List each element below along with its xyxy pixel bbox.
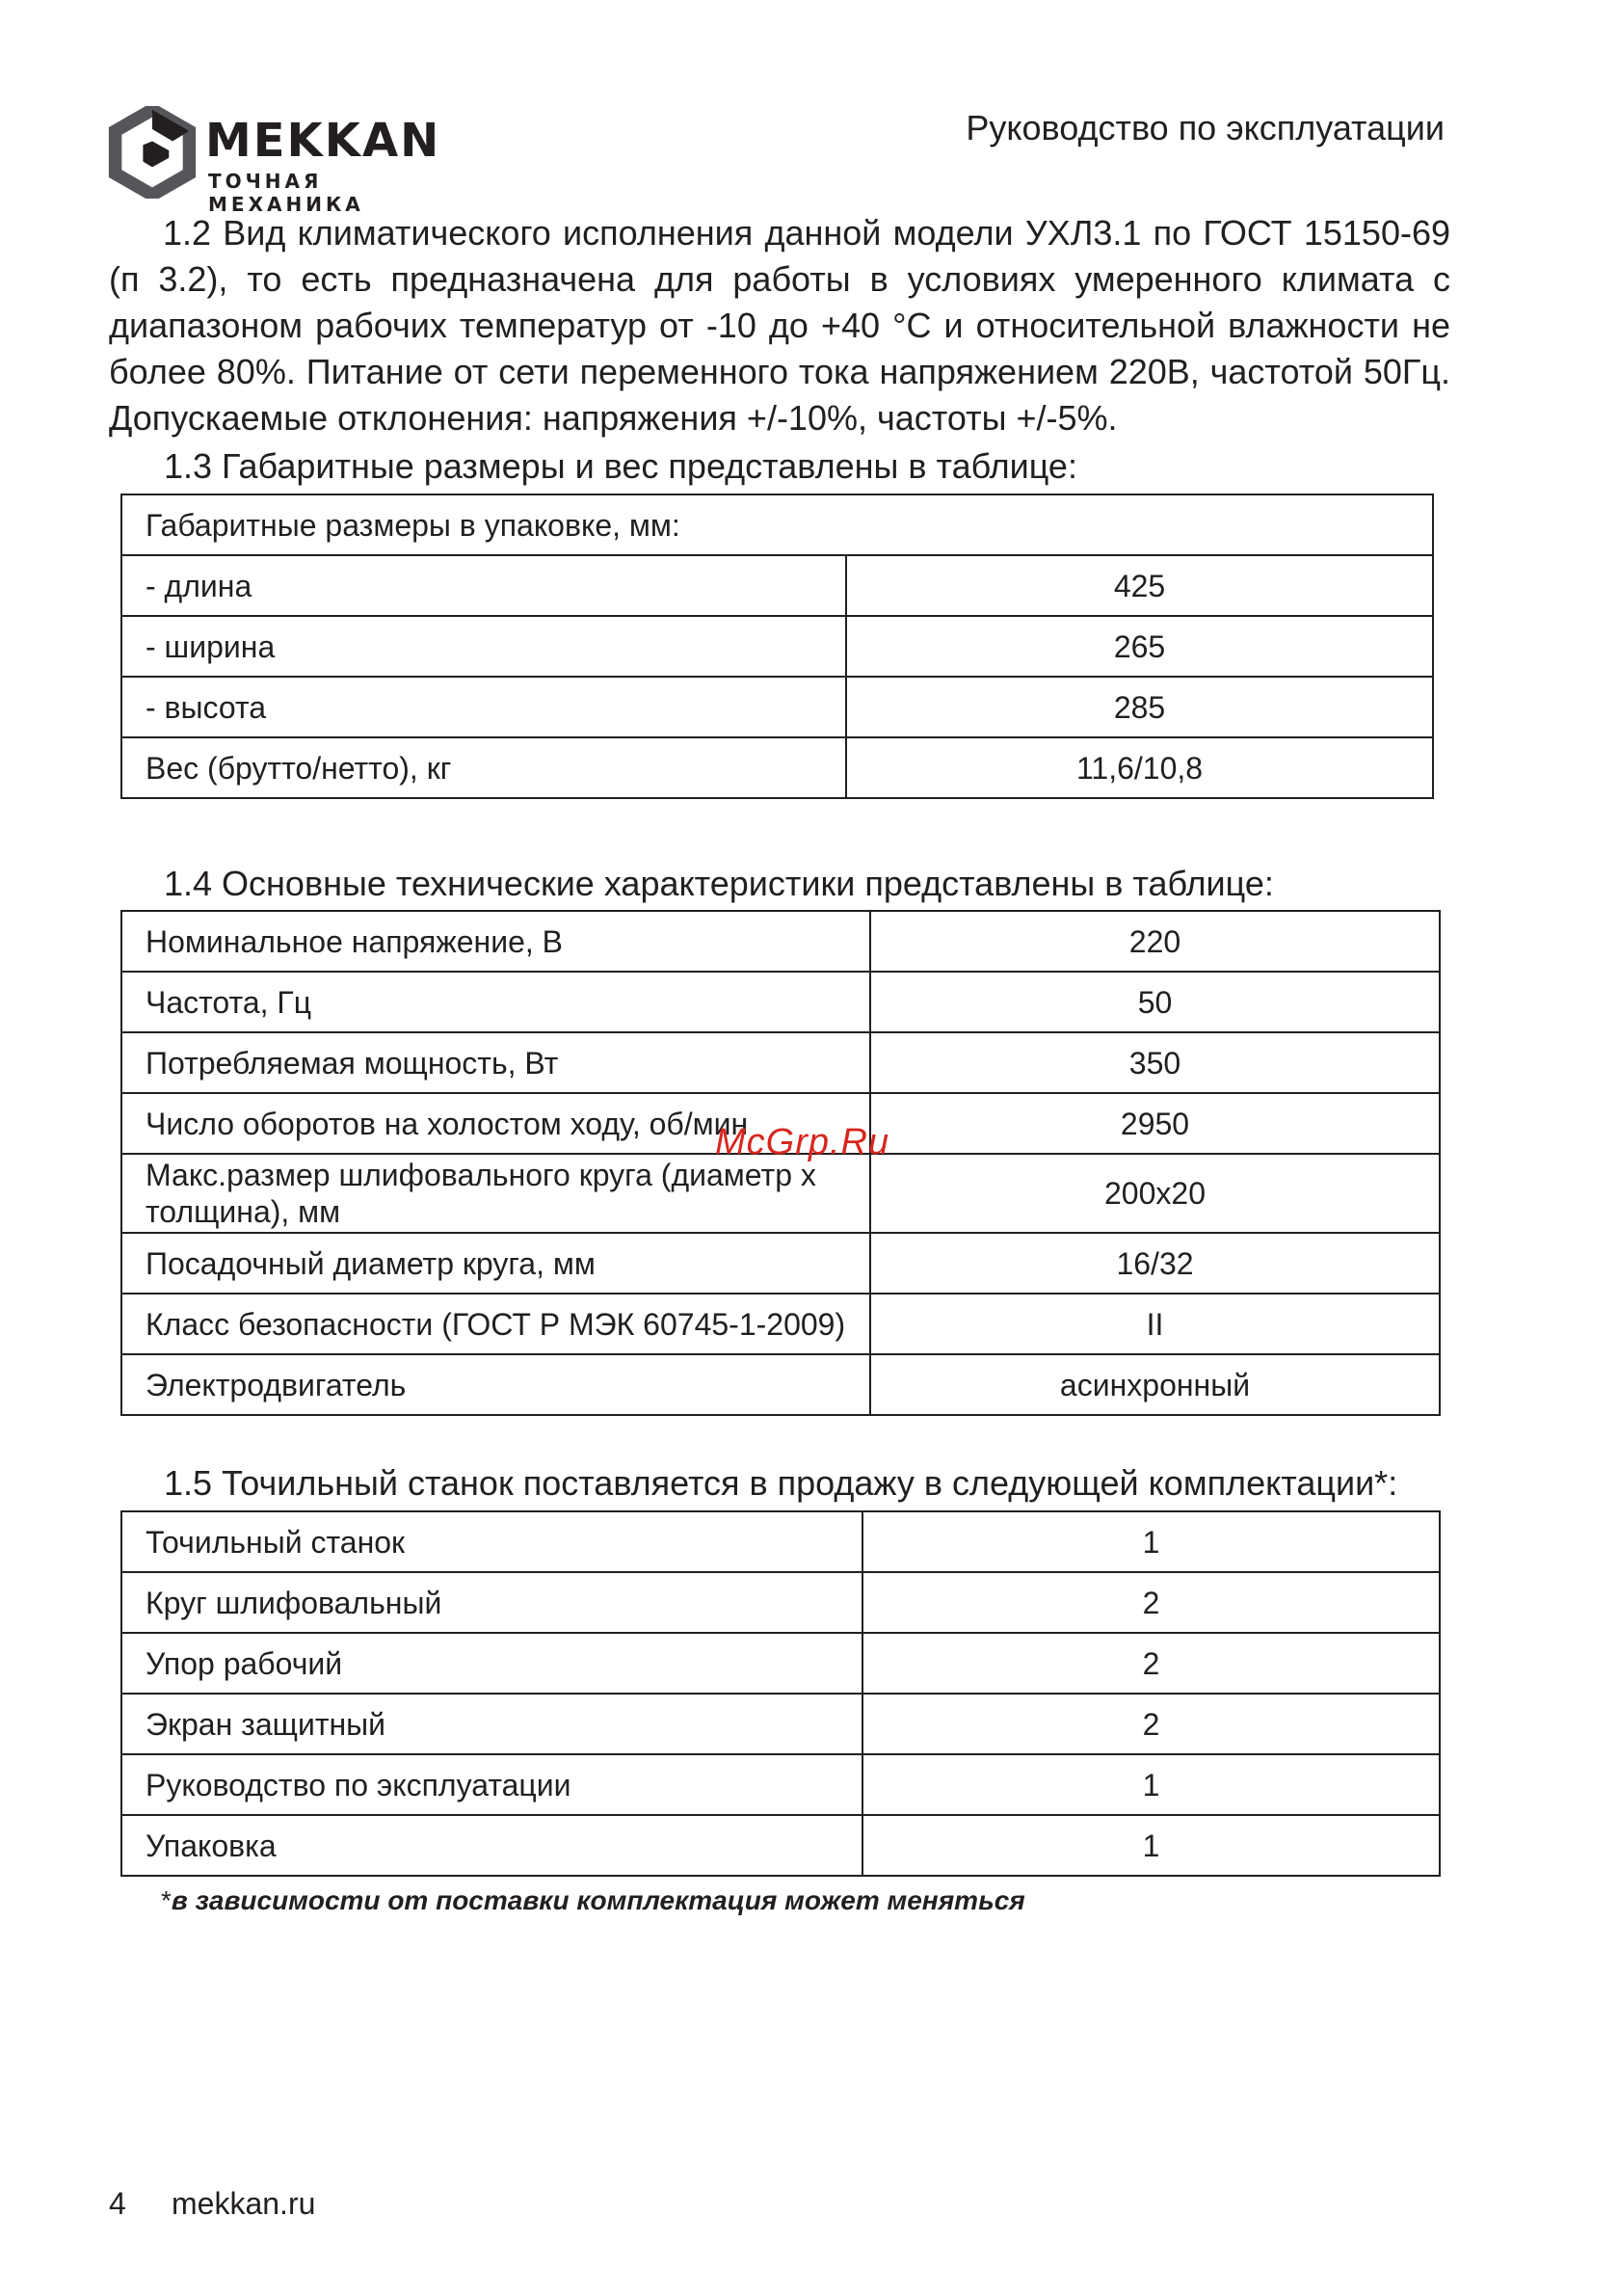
- table-row: [121, 677, 1433, 737]
- row-label: Макс.размер шлифовального круга (диаметр х толщина), мм: [121, 1154, 870, 1233]
- document-title: Руководство по эксплуатации: [966, 108, 1445, 147]
- row-value: 11,6/10,8: [846, 737, 1433, 798]
- row-label: Руководство по эксплуатации: [121, 1754, 862, 1815]
- row-value: 200х20: [870, 1154, 1440, 1233]
- table-row: [121, 1694, 1440, 1754]
- row-value: 1: [862, 1815, 1440, 1876]
- row-value: 350: [870, 1032, 1440, 1093]
- logo-tagline: ТОЧНАЯ МЕХАНИКА: [208, 170, 364, 216]
- table-row: [121, 1154, 1440, 1233]
- footnote-star: *: [161, 1885, 172, 1915]
- row-label: Электродвигатель: [121, 1354, 870, 1415]
- row-value: 50: [870, 972, 1440, 1032]
- row-label: Упаковка: [121, 1815, 862, 1876]
- table-row: [121, 1572, 1440, 1633]
- row-value: 2: [862, 1633, 1440, 1694]
- table-row: [121, 972, 1440, 1032]
- row-value: 2: [862, 1572, 1440, 1633]
- row-label: Вес (брутто/нетто), кг: [121, 737, 846, 798]
- row-value: 265: [846, 616, 1433, 677]
- row-value: 2950: [870, 1093, 1440, 1154]
- row-label: Упор рабочий: [121, 1633, 862, 1694]
- section-1-4-heading: 1.4 Основные технические характеристики представлены в таблице:: [164, 864, 1274, 903]
- brand-logo: [106, 106, 441, 216]
- footnote-text: в зависимости от поставки комплектация может меняться: [171, 1885, 1025, 1915]
- row-value: 285: [846, 677, 1433, 737]
- row-label: Круг шлифовальный: [121, 1572, 862, 1633]
- dimensions-table: [120, 494, 1434, 799]
- section-1-3-heading: 1.3 Габаритные размеры и вес представлены в таблице:: [164, 446, 1077, 486]
- footer-site-link[interactable]: mekkan.ru: [172, 2186, 316, 2221]
- section-1-2-paragraph: 1.2 Вид климатического исполнения данной модели УХЛ3.1 по ГОСТ 15150-69 (п 3.2), то есть предназначена для работы в условиях умеренного климата с диапазоном рабочих температур от -10 до +40 °С и относительной влажности не более 80%. Питание от сети переменного тока напряжением 220В, частотой 50Гц. Допускаемые отклонения: напряжения +/-10%, частоты +/-5%.: [109, 213, 1450, 438]
- row-label: Частота, Гц: [121, 972, 870, 1032]
- table-row: [121, 737, 1433, 798]
- row-value: 1: [862, 1754, 1440, 1815]
- hexagon-logo-icon: [106, 106, 199, 199]
- row-value: 16/32: [870, 1233, 1440, 1294]
- footnote: [161, 1885, 1025, 1916]
- row-label: Посадочный диаметр круга, мм: [121, 1233, 870, 1294]
- table-row: [121, 1815, 1440, 1876]
- row-label: Потребляемая мощность, Вт: [121, 1032, 870, 1093]
- table-row: [121, 1511, 1440, 1572]
- row-label: - высота: [121, 677, 846, 737]
- row-label: Номинальное напряжение, В: [121, 911, 870, 972]
- row-label: Класс безопасности (ГОСТ Р МЭК 60745-1-2009): [121, 1294, 870, 1354]
- row-label: Точильный станок: [121, 1511, 862, 1572]
- row-label: - длина: [121, 555, 846, 616]
- row-label: Экран защитный: [121, 1694, 862, 1754]
- row-label: - ширина: [121, 616, 846, 677]
- row-value: II: [870, 1294, 1440, 1354]
- row-value: 220: [870, 911, 1440, 972]
- page-number: 4: [109, 2186, 126, 2221]
- row-value: 2: [862, 1694, 1440, 1754]
- table-row: [121, 1354, 1440, 1415]
- section-1-5-heading: 1.5 Точильный станок поставляется в продажу в следующей комплектации*:: [164, 1463, 1398, 1503]
- logo-name: MEKKAN: [205, 114, 441, 168]
- row-label: Число оборотов на холостом ходу, об/мин: [121, 1093, 870, 1154]
- table-row: [121, 555, 1433, 616]
- watermark: McGrp.Ru: [715, 1122, 890, 1162]
- table-header-row: [121, 494, 1433, 555]
- row-value: 1: [862, 1511, 1440, 1572]
- package-contents-table: [120, 1510, 1441, 1877]
- table-row: [121, 616, 1433, 677]
- table-row: [121, 1294, 1440, 1354]
- table-row: [121, 1633, 1440, 1694]
- table-row: [121, 1032, 1440, 1093]
- table-row: [121, 911, 1440, 972]
- row-value: 425: [846, 555, 1433, 616]
- table-header-cell: Габаритные размеры в упаковке, мм:: [121, 494, 1433, 555]
- row-value: асинхронный: [870, 1354, 1440, 1415]
- table-row: [121, 1233, 1440, 1294]
- table-row: [121, 1754, 1440, 1815]
